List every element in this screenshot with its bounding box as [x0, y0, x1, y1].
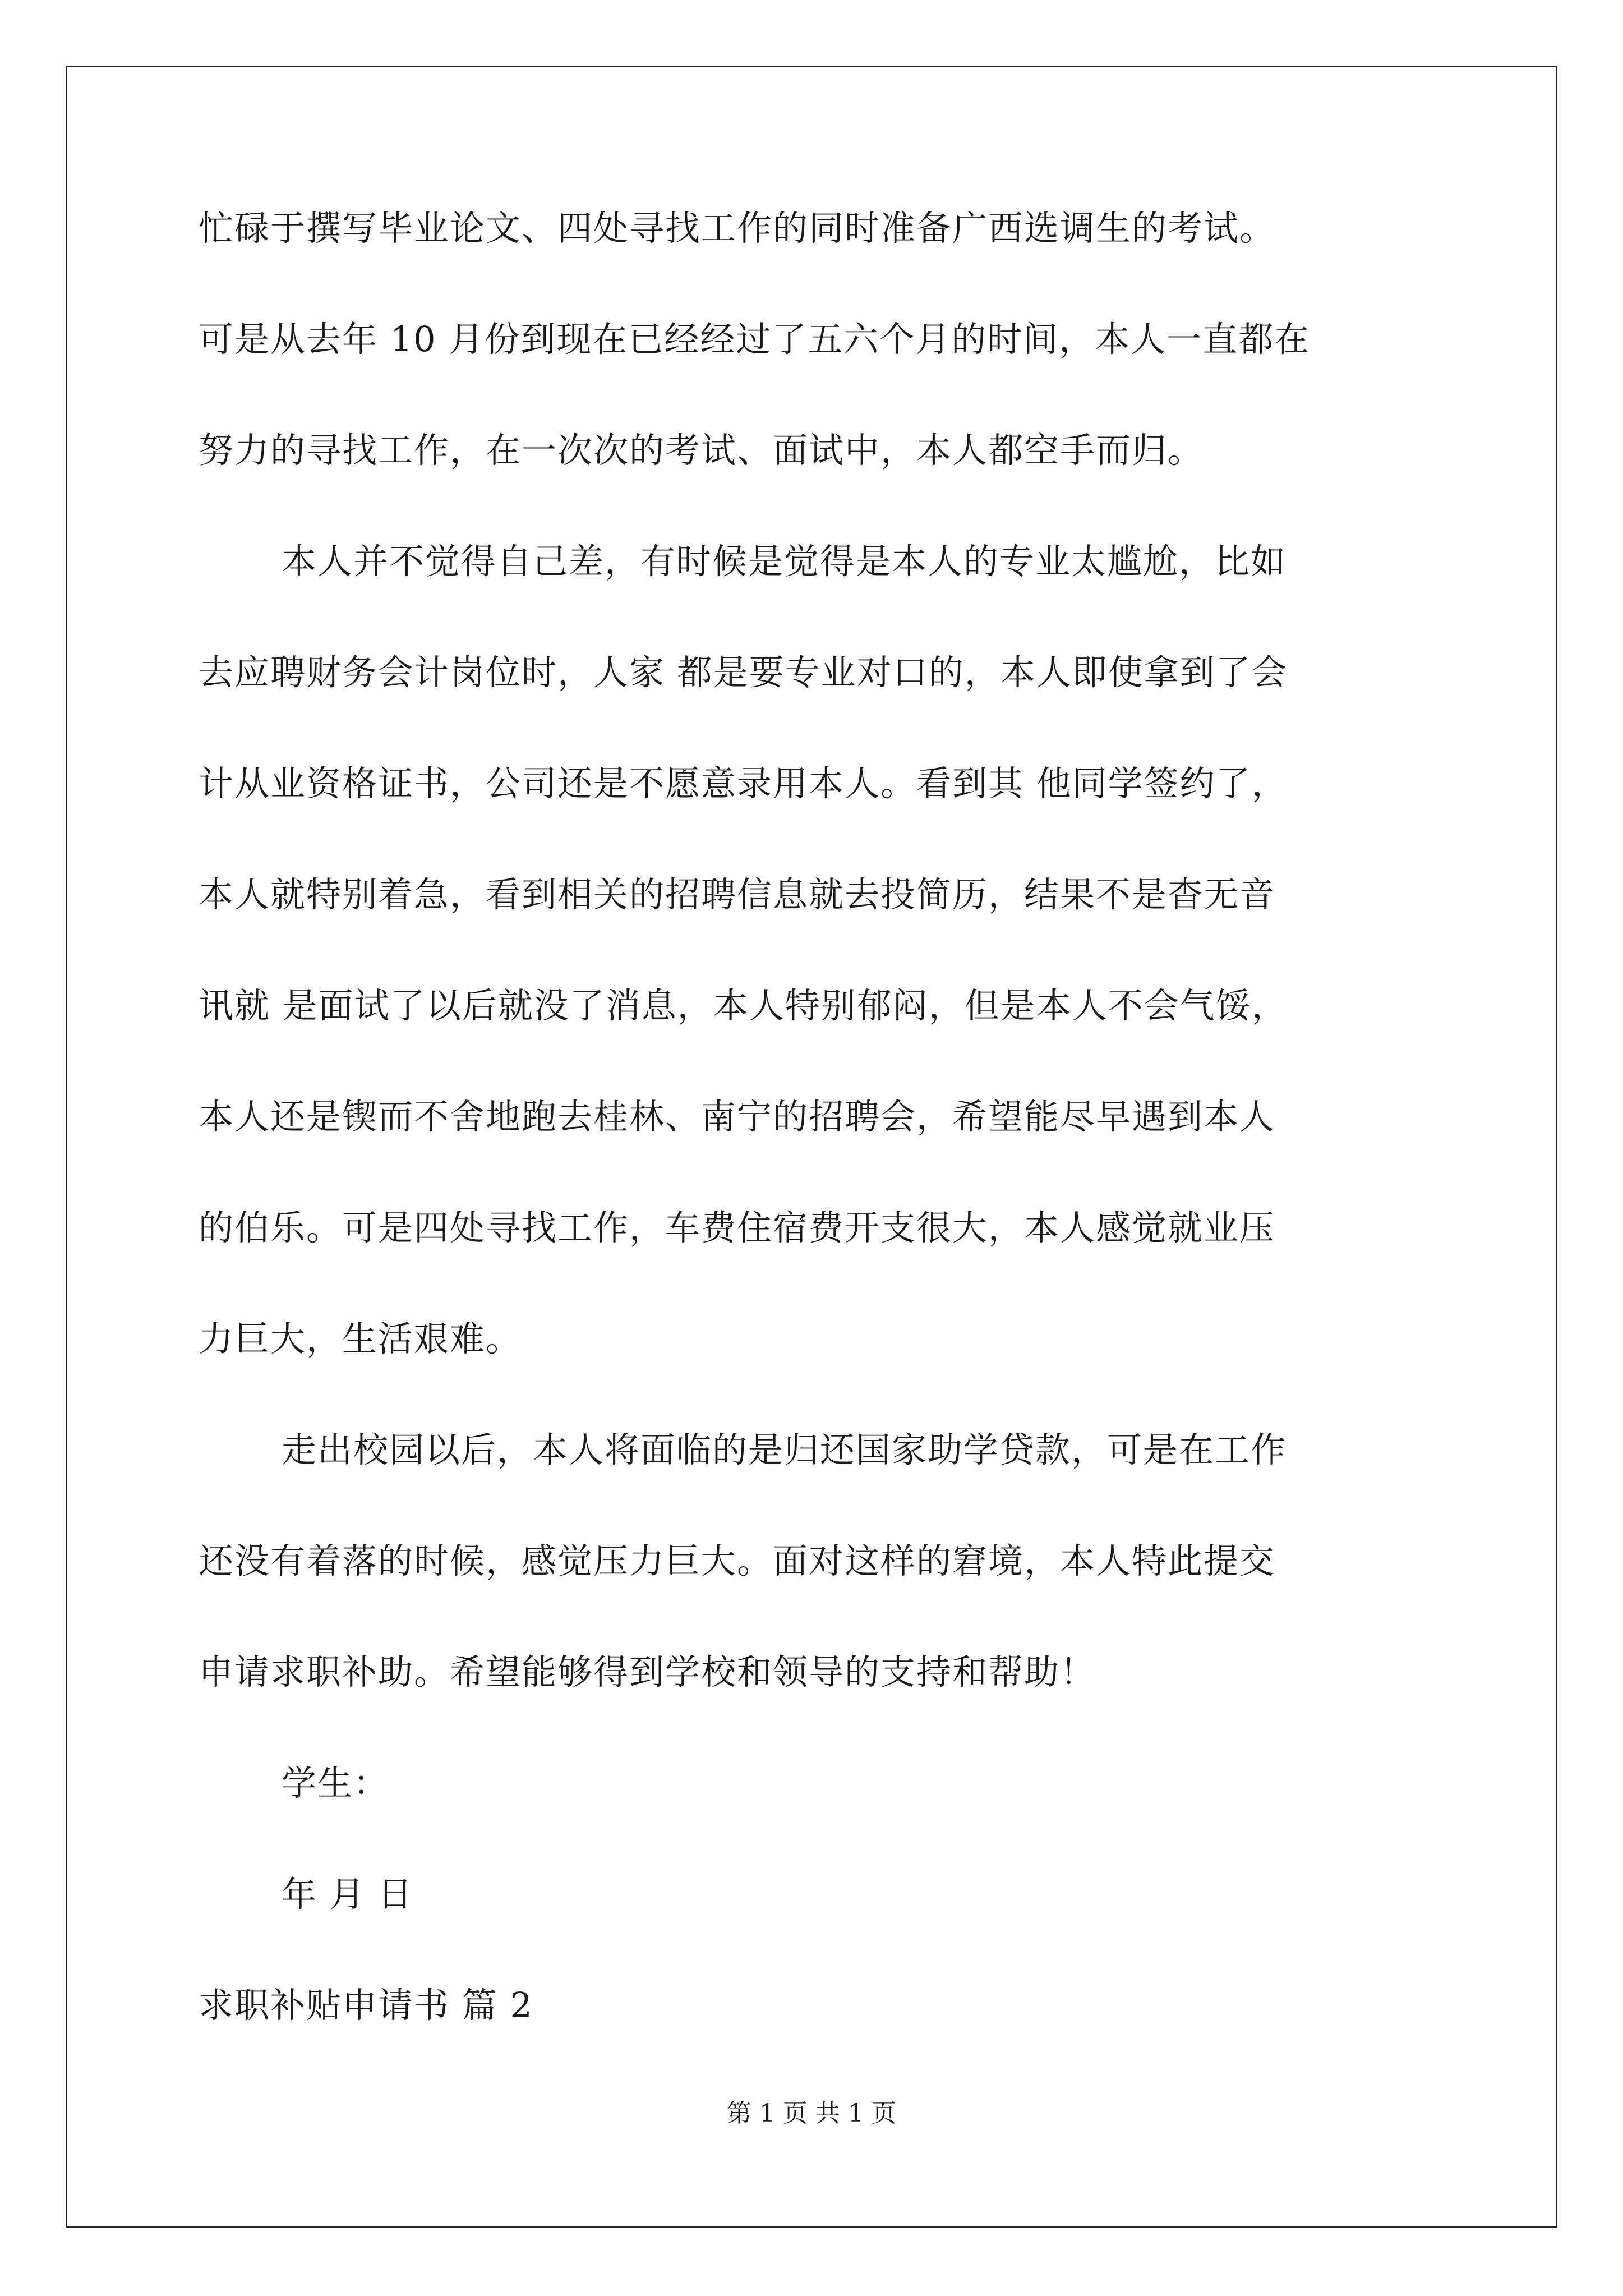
text-line: 忙碌于撰写毕业论文、四处寻找工作的同时准备广西选调生的考试。: [199, 208, 1276, 249]
signature-student-label: 学生：: [282, 1763, 390, 1803]
paragraph-start-line: 本人并不觉得自己差，有时候是觉得是本人的专业太尴尬，比如: [282, 541, 1287, 582]
signature-date-label: 年 月 日: [282, 1874, 414, 1915]
text-line: 本人还是锲而不舍地跑去桂林、南宁的招聘会，希望能尽早遇到本人: [199, 1096, 1276, 1137]
text-line: 讯就 是面试了以后就没了消息，本人特别郁闷，但是本人不会气馁，: [199, 985, 1288, 1026]
document-body: [199, 208, 1421, 2096]
page-number-footer: 第 1 页 共 1 页: [727, 2099, 896, 2128]
section-heading: 求职补贴申请书 篇 2: [199, 1985, 533, 2026]
text-line: 申请求职补助。希望能够得到学校和领导的支持和帮助！: [199, 1651, 1096, 1692]
paragraph-start-line: 走出校园以后，本人将面临的是归还国家助学贷款，可是在工作: [282, 1429, 1287, 1470]
text-line: 去应聘财务会计岗位时，人家 都是要专业对口的，本人即使拿到了会: [199, 652, 1288, 693]
text-line: 的伯乐。可是四处寻找工作，车费住宿费开支很大，本人感觉就业压: [199, 1207, 1276, 1248]
text-line: 本人就特别着急，看到相关的招聘信息就去投简历，结果不是杳无音: [199, 874, 1276, 915]
text-line: 计从业资格证书，公司还是不愿意录用本人。看到其 他同学签约了，: [199, 763, 1288, 804]
text-line: 可是从去年 10 月份到现在已经经过了五六个月的时间，本人一直都在: [199, 319, 1311, 360]
text-line: 力巨大，生活艰难。: [199, 1318, 522, 1359]
text-line: 努力的寻找工作，在一次次的考试、面试中，本人都空手而归。: [199, 430, 1204, 471]
text-line: 还没有着落的时候，感觉压力巨大。面对这样的窘境，本人特此提交: [199, 1540, 1276, 1581]
